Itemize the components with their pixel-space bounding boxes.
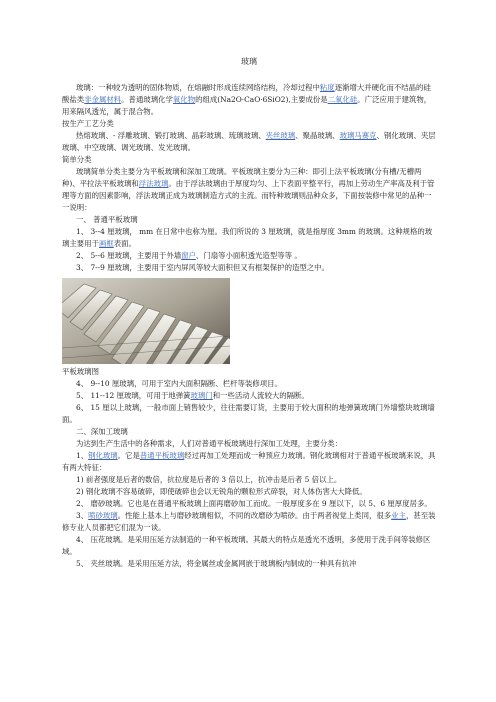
text: 。普通玻璃化学 xyxy=(121,95,173,104)
list-item: 4、 压花玻璃。是采用压延方法制造的一种平板玻璃。其最大的特点是透光不透明，多使用于洗手间等装修区域。 xyxy=(62,535,431,556)
section-2-intro: 为达到生产生活中的各种需求，人们对普通平板玻璃进行深加工处理，主要分类： xyxy=(76,439,343,448)
intro-paragraph xyxy=(62,82,436,118)
link-silica[interactable]: 二氧化硅 xyxy=(327,95,358,104)
photo-caption: 平板玻璃图 xyxy=(62,367,99,376)
text: 5、 11--12 厘玻璃，可用于地弹簧 xyxy=(76,391,191,400)
list-item: 2、 磨砂玻璃。它也是在普通平板玻璃上面再磨砂加工而成。一般厚度多在 9 厘以下，以 5、6 厘厚度居多。 xyxy=(76,499,432,508)
simple-heading: 简单分类 xyxy=(62,155,92,164)
text: 3、 xyxy=(76,511,89,520)
text: 。由于浮法玻璃由于厚度均匀、上下表面平整平行，再加上劳动生产率高及利于管理等方面的因素影响，浮法玻璃正成为玻璃制造方式的主流。而特种玻璃则品种众多，下面按装修中常见的品种一一说明： xyxy=(62,179,435,212)
text: 2、 5--6 厘玻璃，主要用于外墙 xyxy=(76,251,182,260)
list-item xyxy=(62,450,436,474)
text: 。性能上基本上与磨砂玻璃相似，不同的改磨砂为喷砂。由于两者视觉上类同，很多 xyxy=(117,511,392,520)
text: 和一些活动人流较大的隔断。 xyxy=(212,391,309,400)
list-item xyxy=(62,226,436,250)
list-item xyxy=(62,250,436,262)
list-item: 1) 前者强度是后者的数倍，抗拉度是后者的 3 倍以上，抗冲击是后者 5 倍以上。 xyxy=(76,475,342,484)
document-body xyxy=(62,56,436,570)
text: 的组成(Na2O·CaO·6SiO2),主要成份是 xyxy=(195,95,328,104)
link-nonmetal-material[interactable]: 非金属材料 xyxy=(84,95,122,104)
text: 、聚晶玻璃、 xyxy=(295,131,340,140)
text: 经过再加工处理而成一种预应力玻璃。钢化玻璃相对于普通平板玻璃来说，具有两大特征： xyxy=(62,451,436,472)
link-plain-flat-glass[interactable]: 普通平板玻璃 xyxy=(139,451,185,460)
list-item: 4、 9--10 厘玻璃，可用于室内大面积隔断、栏杆等装修项目。 xyxy=(76,379,282,388)
text: 玻璃简单分类主要分为平板玻璃和深加工玻璃。平板玻璃主要分为三种：即引上法平板玻璃(分有槽/无槽两种)、平拉法平板玻璃和 xyxy=(62,167,422,188)
link-owner[interactable]: 业主 xyxy=(391,511,406,520)
link-tempered-glass[interactable]: 钢化玻璃 xyxy=(88,451,118,460)
link-picture-frame[interactable]: 画框 xyxy=(98,239,114,248)
process-heading: 按生产工艺分类 xyxy=(62,119,114,128)
link-glass-mosaic[interactable]: 玻璃马赛克 xyxy=(339,131,377,140)
link-oxide[interactable]: 氧化物 xyxy=(172,95,196,104)
link-viscosity[interactable]: 粘度 xyxy=(319,83,335,92)
text: 、钢化玻璃、夹层玻璃、中空玻璃、调光玻璃、发光玻璃。 xyxy=(62,131,436,152)
link-sandblasted-glass[interactable]: 喷砂玻璃 xyxy=(88,511,118,520)
text: 。它是 xyxy=(117,451,140,460)
text: 玻璃：一种较为透明的固体物质，在熔融时形成连续网络结构，冷却过程中 xyxy=(76,83,320,92)
list-item: 6、 15 厘以上玻璃，一般市面上销售较少，往往需要订货，主要用于较大面积的地弹簧玻璃门外墙整块玻璃墙面。 xyxy=(62,403,435,424)
list-item xyxy=(62,390,436,402)
text: 表面。 xyxy=(113,239,136,248)
simple-paragraph xyxy=(62,166,436,214)
text: 。广泛应用于建筑物，用来隔风透光，属于混合物。 xyxy=(62,95,432,116)
section-1-heading: 一、 普通平板玻璃 xyxy=(76,215,138,224)
process-paragraph xyxy=(62,130,436,154)
list-item xyxy=(62,510,436,534)
list-item: 2) 钢化玻璃不容易破碎，即使破碎也会以无锐角的颗粒形式碎裂，对人体伤害大大降低。 xyxy=(76,487,367,496)
flat-glass-photo xyxy=(62,278,230,364)
list-item: 5、 夹丝玻璃。是采用压延方法，将金属丝或金属网嵌于玻璃板内制成的一种具有抗冲 xyxy=(76,559,357,568)
link-float-glass[interactable]: 浮法玻璃 xyxy=(138,179,169,188)
text: 、门扇等小面积透光造型等等 。 xyxy=(195,251,302,260)
page-title: 玻璃 xyxy=(241,57,257,66)
list-item: 3、 7--9 厘玻璃，主要用于室内屏风等较大面积但又有框架保护的造型之中。 xyxy=(76,263,329,272)
text: 热熔玻璃、- 浮雕玻璃、锻打玻璃、晶彩玻璃、琉璃玻璃、 xyxy=(76,131,266,140)
text: 1、 xyxy=(76,451,89,460)
text: 1、 3--4 厘玻璃， mm 在日常中也称为厘。我们所说的 3 厘玻璃，就是指厚度 3mm 的玻璃。这种规格的玻璃主要用于 xyxy=(62,227,433,248)
section-2-heading: 二、深加工玻璃 xyxy=(76,427,128,436)
text: 逐渐增大并硬化而不结晶的硅酸盐类 xyxy=(62,83,431,104)
link-glass-door[interactable]: 玻璃门 xyxy=(190,391,213,400)
link-wired-glass[interactable]: 夹丝玻璃 xyxy=(265,131,296,140)
text: ，甚至装修专业人员都把它们混为一谈。 xyxy=(62,511,436,532)
link-window[interactable]: 窗户 xyxy=(181,251,196,260)
